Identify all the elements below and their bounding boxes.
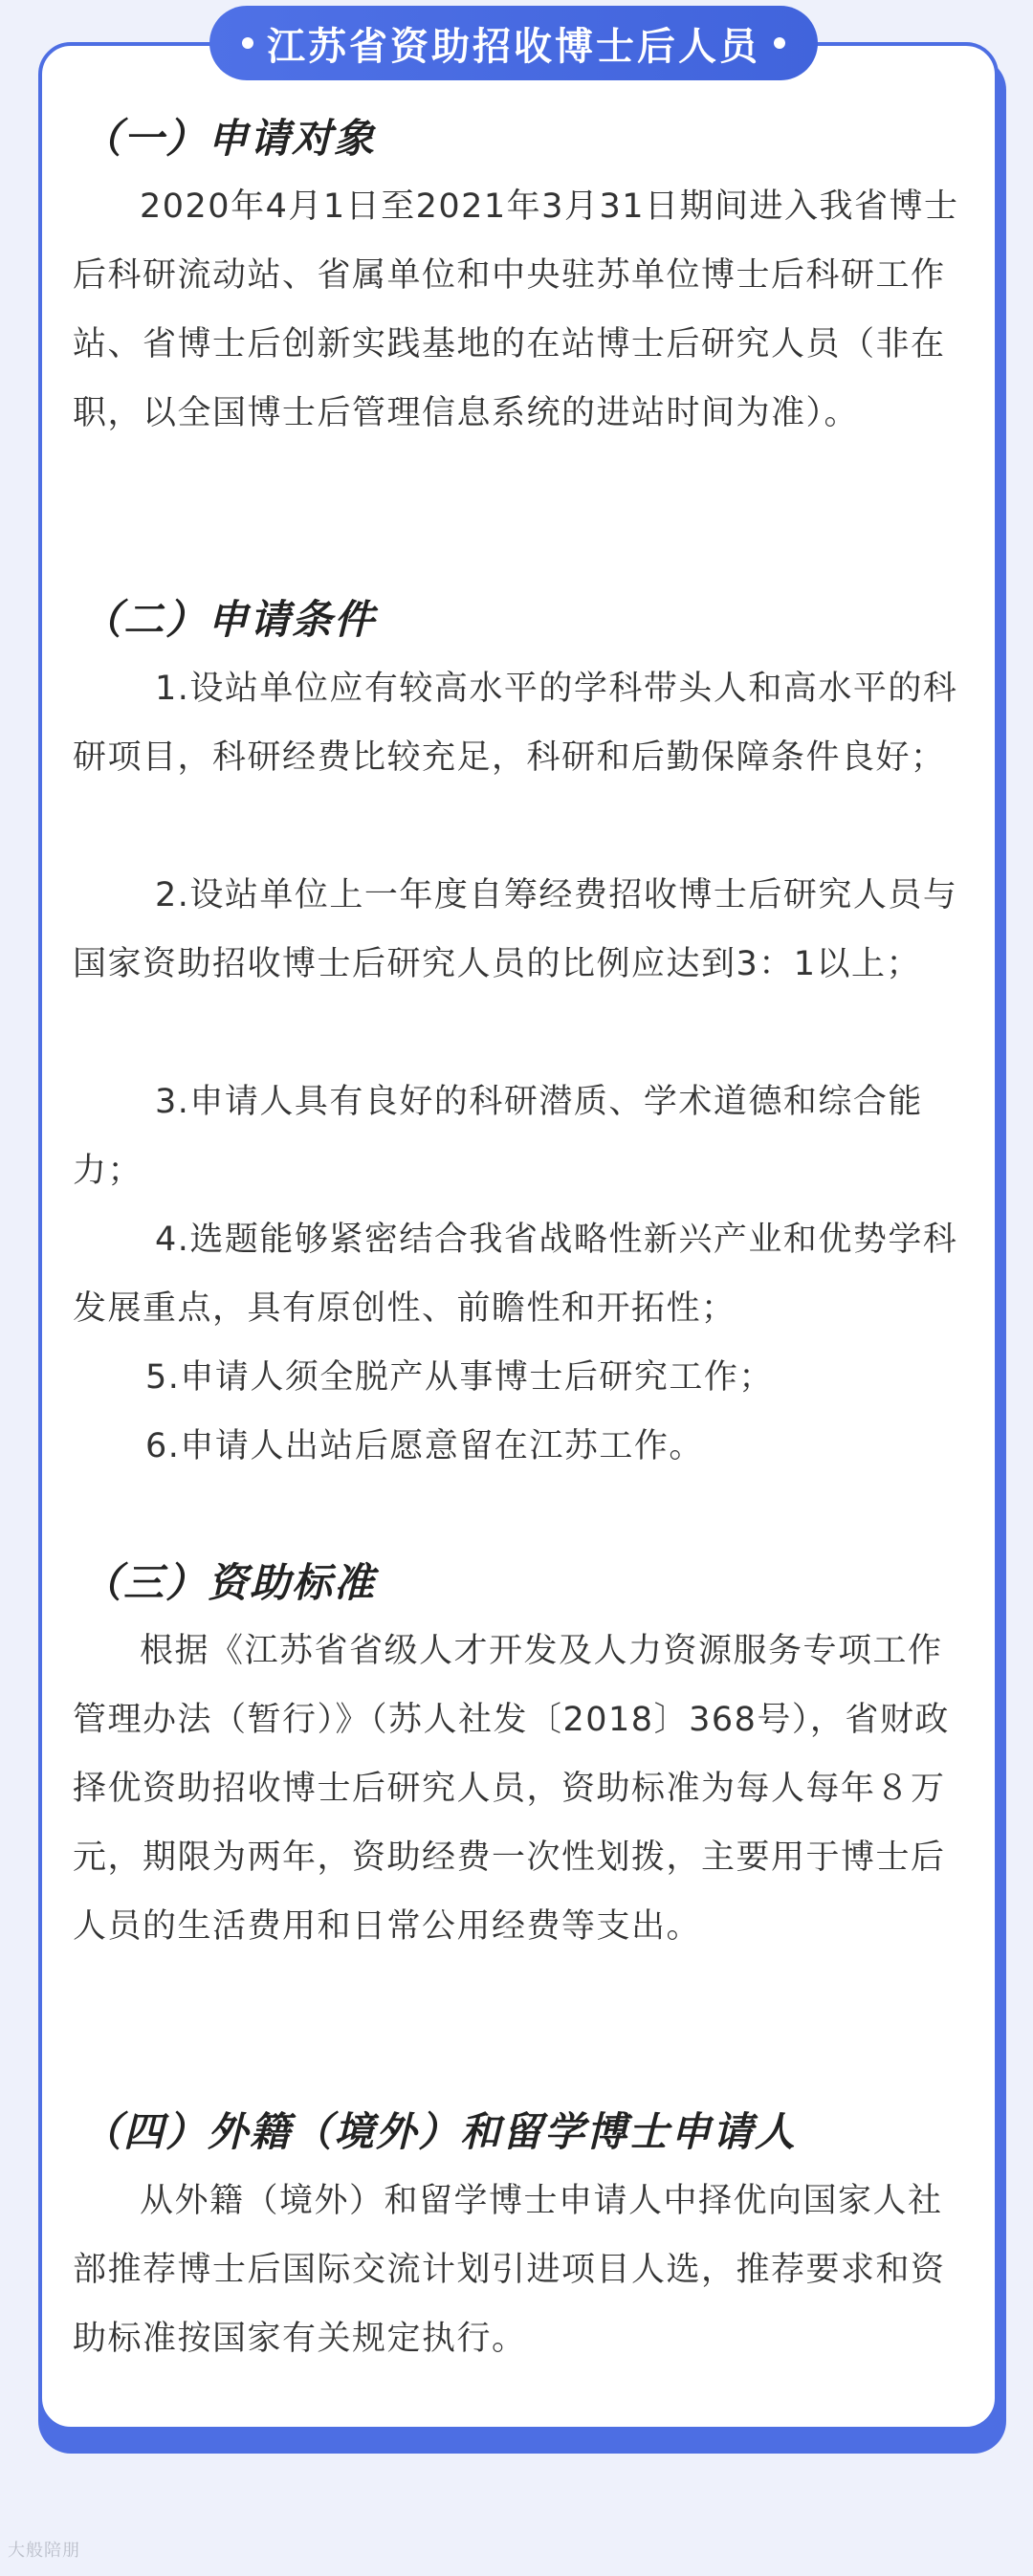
item-number: 5.	[145, 1358, 181, 1397]
item-number: 3.	[155, 1083, 190, 1121]
title-banner	[209, 6, 818, 80]
condition-item-1	[73, 654, 968, 792]
item-text: 设站单位应有较高水平的学科带头人和高水平的科研项目，科研经费比较充足，科研和后勤保障条件良好；	[73, 670, 958, 777]
section-heading-2: （二）申请条件	[81, 596, 377, 643]
condition-item-5	[73, 1343, 968, 1412]
condition-item-3	[73, 1068, 968, 1205]
item-text: 申请人出站后愿意留在江苏工作。	[180, 1427, 704, 1465]
item-text: 申请人须全脱产从事博士后研究工作；	[180, 1358, 774, 1397]
section-heading-3: （三）资助标准	[81, 1559, 377, 1606]
item-number: 1.	[155, 670, 190, 708]
title-dot-left-icon	[242, 37, 253, 49]
condition-item-6	[73, 1412, 968, 1481]
item-text: 设站单位上一年度自筹经费招收博士后研究人员与国家资助招收博士后研究人员的比例应达到3：1以上；	[73, 876, 958, 983]
section-1-paragraph: 2020年4月1日至2021年3月31日期间进入我省博士后科研流动站、省属单位和中央驻苏单位博士后科研工作站、省博士后创新实践基地的在站博士后研究人员（非在职，以全国博士后管理信息系统的进站时间为准）。	[73, 187, 959, 432]
watermark: 大般陪朋	[8, 2541, 80, 2561]
condition-item-4	[73, 1205, 968, 1343]
title-dot-right-icon	[774, 37, 785, 49]
section-heading-1: （一）申请对象	[81, 115, 377, 162]
section-3-paragraph: 根据《江苏省省级人才开发及人力资源服务专项工作管理办法（暂行）》（苏人社发〔2018〕368号），省财政择优资助招收博士后研究人员，资助标准为每人每年８万元，期限为两年，资助经费一次性划拨，主要用于博士后人员的生活费用和日常公用经费等支出。	[73, 1632, 950, 1946]
item-text: 申请人具有良好的科研潜质、学术道德和综合能力；	[73, 1083, 923, 1190]
page-title: 江苏省资助招收博士后人员	[267, 24, 760, 69]
item-text: 选题能够紧密结合我省战略性新兴产业和优势学科发展重点，具有原创性、前瞻性和开拓性；	[73, 1221, 958, 1328]
section-heading-4: （四）外籍（境外）和留学博士申请人	[81, 2108, 798, 2155]
item-number: 6.	[145, 1427, 181, 1465]
item-number: 4.	[155, 1221, 190, 1259]
section-4-paragraph: 从外籍（境外）和留学博士申请人中择优向国家人社部推荐博士后国际交流计划引进项目人选，推荐要求和资助标准按国家有关规定执行。	[73, 2182, 946, 2358]
condition-item-2	[73, 861, 968, 999]
item-number: 2.	[155, 876, 190, 914]
